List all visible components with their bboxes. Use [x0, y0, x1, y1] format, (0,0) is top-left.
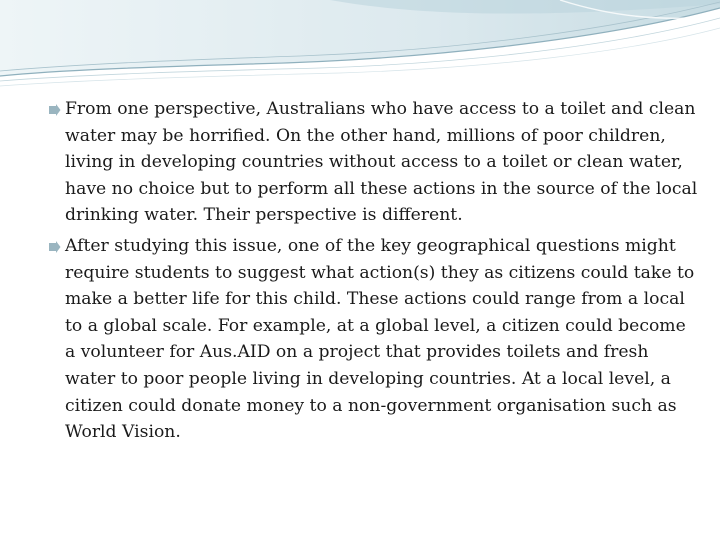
- bullet-item: [48, 96, 698, 229]
- bullet-item: [48, 233, 698, 446]
- arrow-bullet-icon: [48, 104, 61, 116]
- arrow-bullet-icon: [48, 241, 61, 253]
- content-area: [48, 96, 698, 450]
- bullet-text: From one perspective, Australians who have access to a toilet and clean water may be horrified. On the other hand, millions of poor children, living in developing countries without access to a toilet or clean water, have no choice but to perform all these actions in the source of the local drinking water. Their perspective is different.: [65, 99, 698, 226]
- decorative-wave-banner: [0, 0, 720, 90]
- bullet-text: After studying this issue, one of the key geographical questions might require students to suggest what action(s) they as citizens could take to make a better life for this child. These actions could range from a local to a global scale. For example, at a global level, a citizen could become a volunteer for Aus.AID on a project that provides toilets and fresh water to poor people living in developing countries. At a local level, a citizen could donate money to a non-government organisation such as World Vision.: [65, 235, 695, 443]
